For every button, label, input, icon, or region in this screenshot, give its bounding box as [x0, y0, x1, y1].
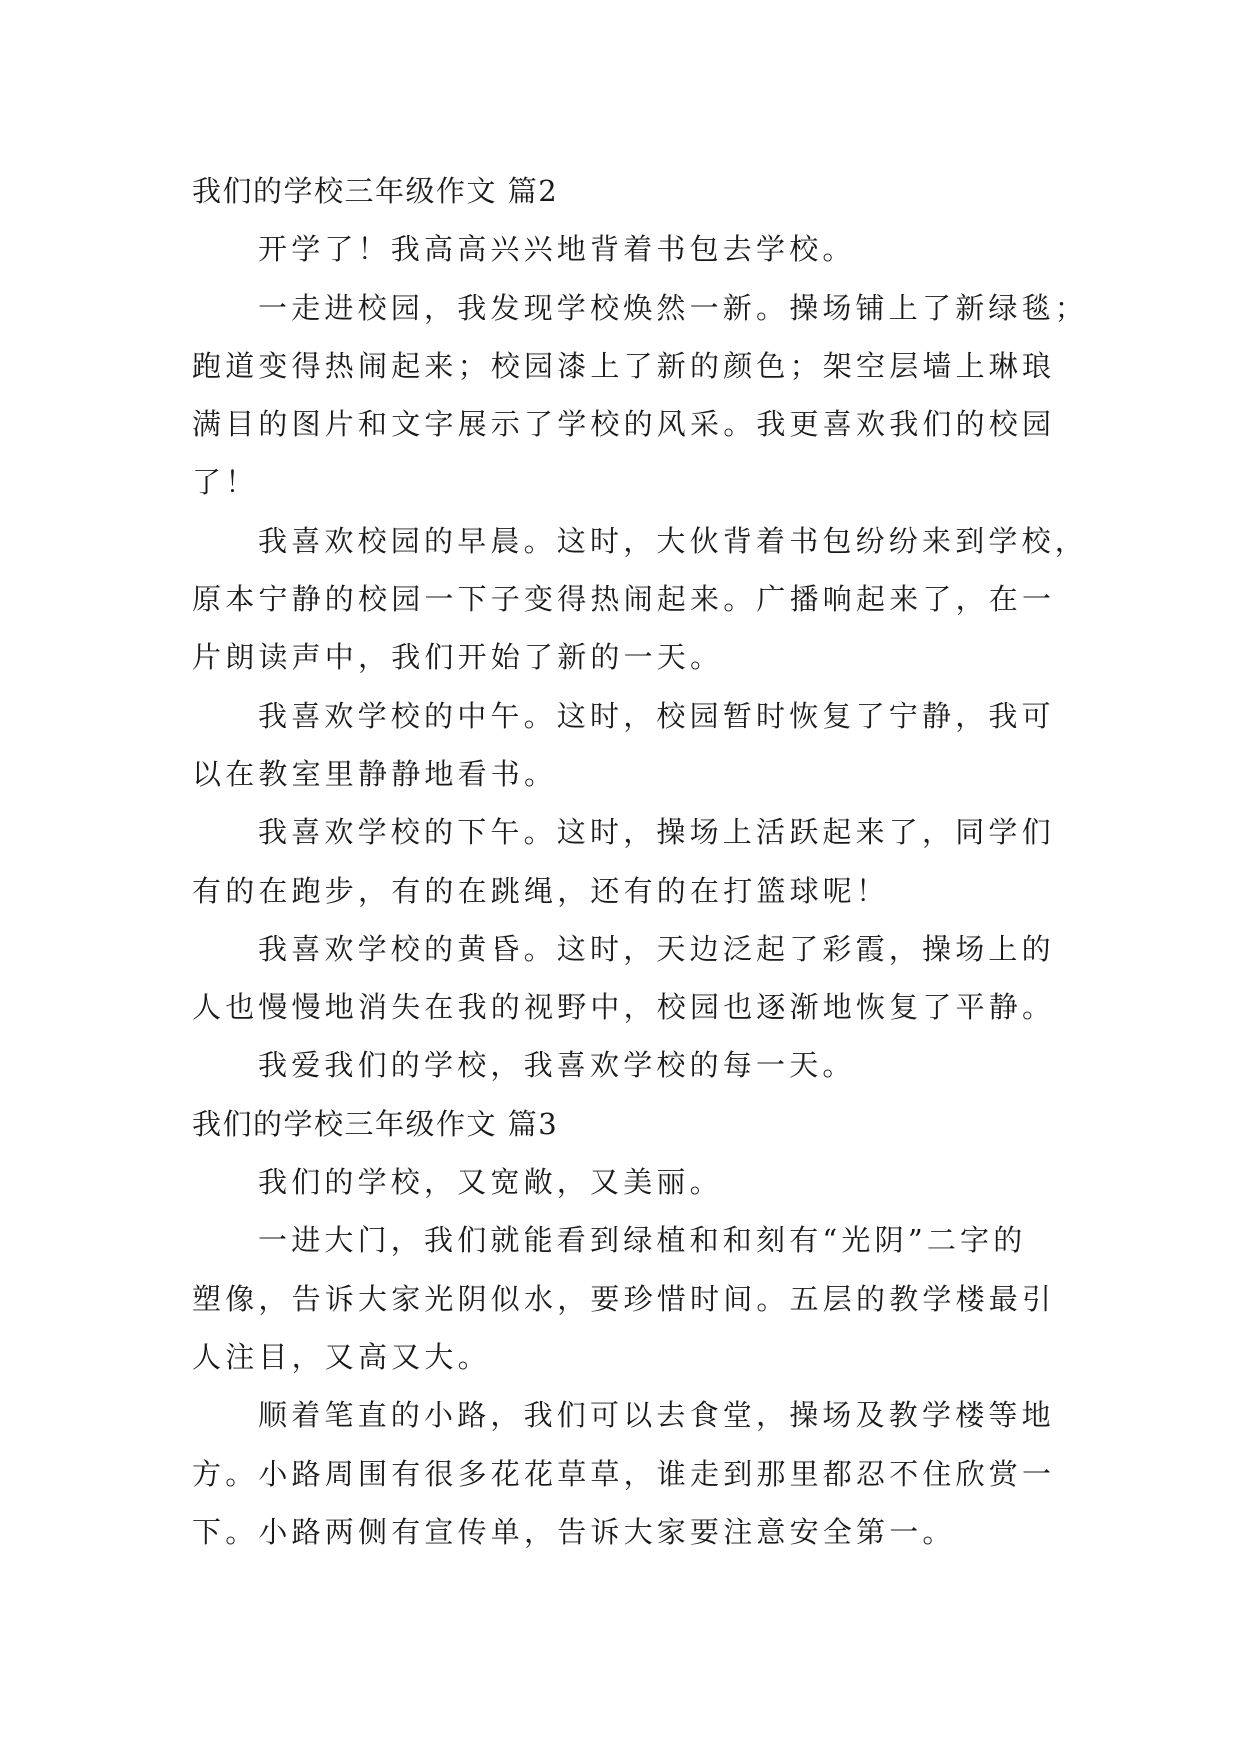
section-heading: 我们的学校三年级作文 篇2: [192, 174, 559, 208]
paragraph-line: 了！: [192, 465, 259, 500]
paragraph-line: 片朗读声中，我们开始了新的一天。: [192, 640, 724, 675]
paragraph-line: 一进大门，我们就能看到绿植和和刻有“光阴”二字的: [258, 1223, 1027, 1258]
paragraph-line: 跑道变得热闹起来；校园漆上了新的颜色；架空层墙上琳琅: [192, 348, 1056, 383]
paragraph-line: 原本宁静的校园一下子变得热闹起来。广播响起来了，在一: [192, 582, 1056, 617]
paragraph-line: 方。小路周围有很多花花草草，谁走到那里都忍不住欣赏一: [192, 1456, 1056, 1491]
paragraph-line: 人注目，又高又大。: [192, 1339, 491, 1374]
paragraph-line: 我喜欢学校的下午。这时，操场上活跃起来了，同学们: [258, 815, 1055, 850]
document-body: [192, 162, 1089, 1561]
paragraph-line: 我喜欢学校的黄昏。这时，天边泛起了彩霞，操场上的: [258, 931, 1055, 966]
paragraph-line: 顺着笔直的小路，我们可以去食堂，操场及教学楼等地: [258, 1398, 1055, 1433]
paragraph-line: 我爱我们的学校，我喜欢学校的每一天。: [258, 1048, 856, 1083]
paragraph-line: 我喜欢校园的早晨。这时，大伙背着书包纷纷来到学校，: [258, 523, 1089, 558]
section-heading: 我们的学校三年级作文 篇3: [192, 1106, 559, 1141]
paragraph-line: 我喜欢学校的中午。这时，校园暂时恢复了宁静，我可: [258, 698, 1055, 733]
paragraph-line: 开学了！我高高兴兴地背着书包去学校。: [258, 232, 856, 267]
paragraph-line: 塑像，告诉大家光阴似水，要珍惜时间。五层的教学楼最引: [192, 1281, 1056, 1316]
paragraph-line: 人也慢慢地消失在我的视野中，校园也逐渐地恢复了平静。: [192, 990, 1056, 1025]
paragraph-line: 有的在跑步，有的在跳绳，还有的在打篮球呢！: [192, 873, 890, 908]
paragraph-line: 一走进校园，我发现学校焕然一新。操场铺上了新绿毯；: [258, 290, 1089, 325]
paragraph-line: 以在教室里静静地看书。: [192, 756, 558, 791]
paragraph-line: 我们的学校，又宽敞，又美丽。: [258, 1165, 723, 1200]
paragraph-line: 下。小路两侧有宣传单，告诉大家要注意安全第一。: [192, 1514, 956, 1549]
paragraph-line: 满目的图片和文字展示了学校的风采。我更喜欢我们的校园: [192, 407, 1056, 442]
